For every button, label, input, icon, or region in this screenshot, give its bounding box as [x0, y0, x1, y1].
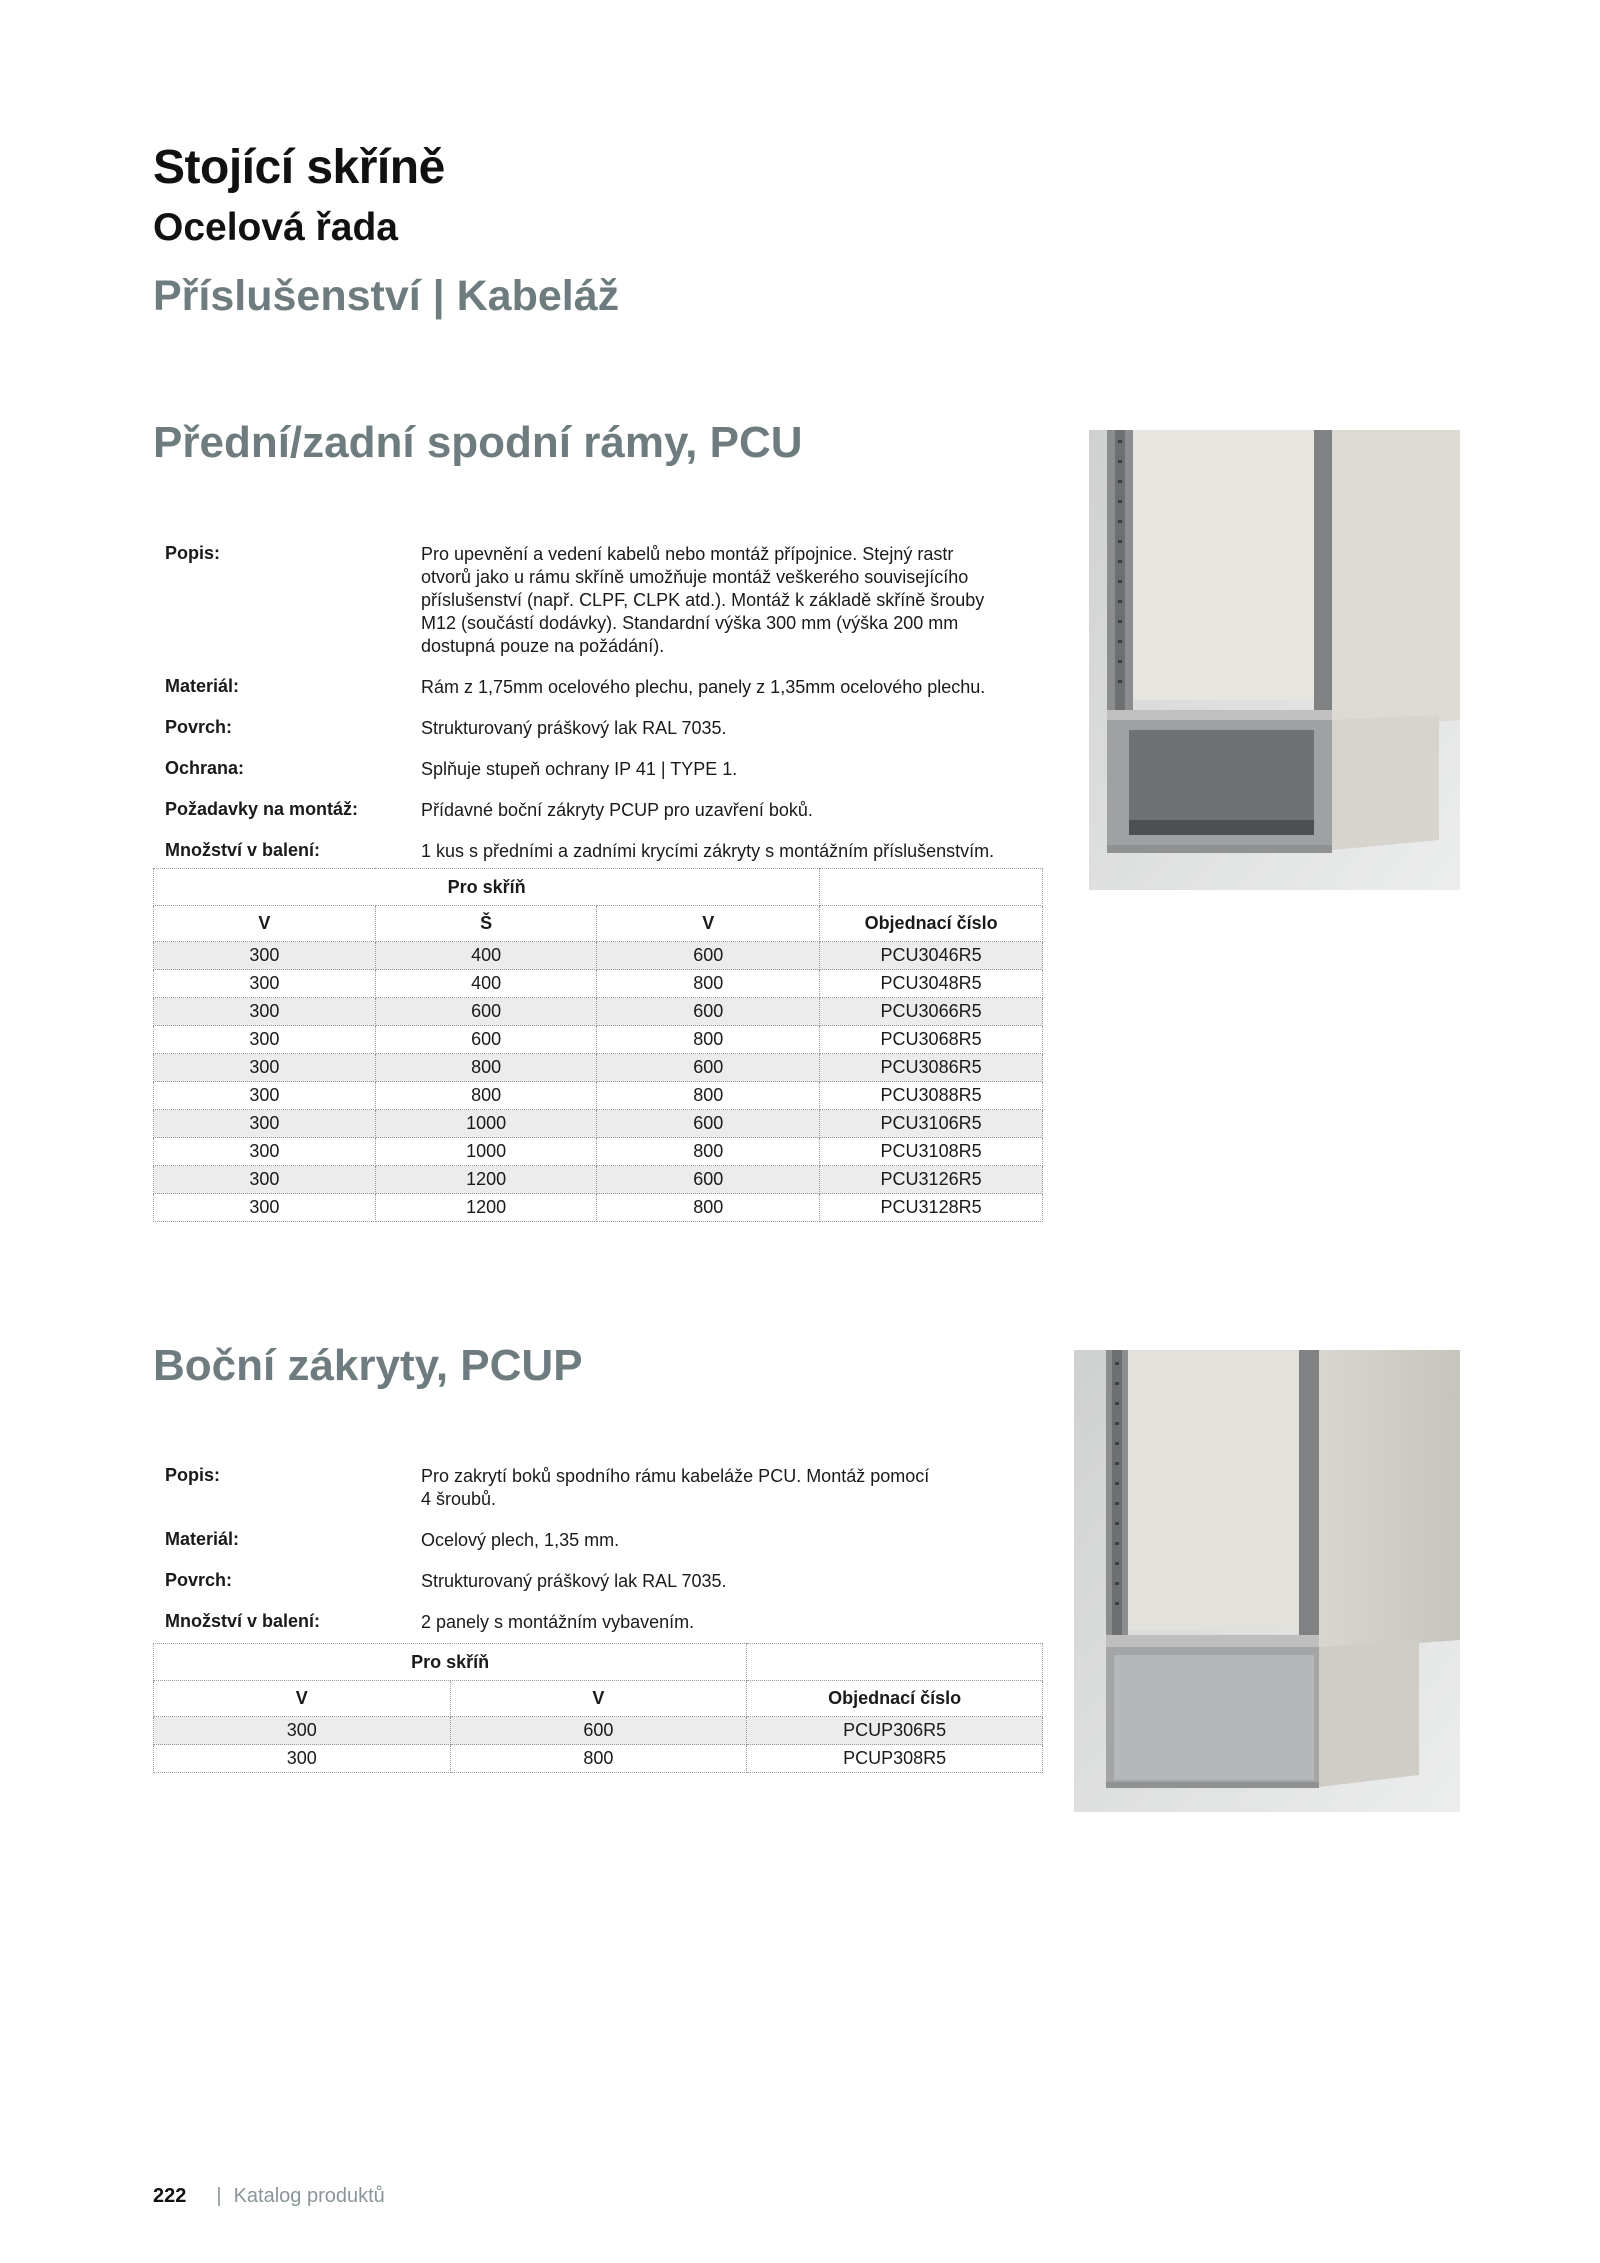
table-cell: 800	[597, 1194, 820, 1222]
property-value-line: Strukturovaný práškový lak RAL 7035.	[421, 718, 727, 738]
table-cell: 800	[450, 1745, 747, 1773]
table-row	[154, 998, 1043, 1026]
property-label: Povrch:	[165, 1570, 233, 1590]
property-row	[153, 799, 1053, 822]
table-cell: 300	[154, 1082, 376, 1110]
table-group-header: Pro skříň	[154, 1644, 747, 1681]
table-cell: 600	[375, 1026, 597, 1054]
property-value	[421, 1570, 1021, 1593]
order-table-pcup	[153, 1643, 1043, 1773]
property-row	[153, 543, 1053, 658]
property-value	[421, 543, 1021, 658]
table-row	[154, 1166, 1043, 1194]
table-cell: 800	[375, 1054, 597, 1082]
table-cell: 1200	[375, 1194, 597, 1222]
table-row	[154, 970, 1043, 998]
property-row	[153, 676, 1053, 699]
property-row	[153, 1465, 1053, 1511]
property-value-line: 1 kus s předními a zadními krycími zákryty s montážním příslušenstvím.	[421, 841, 995, 861]
table-row	[154, 1054, 1043, 1082]
table-cell: 300	[154, 998, 376, 1026]
property-value-line: Pro upevnění a vedení kabelů nebo montáž přípojnice. Stejný rastr	[421, 544, 954, 564]
page-footer	[153, 2185, 385, 2208]
table-cell: 800	[375, 1082, 597, 1110]
table-cell: 1200	[375, 1166, 597, 1194]
product-photo-pcu	[1089, 430, 1460, 890]
property-value-line: Strukturovaný práškový lak RAL 7035.	[421, 1571, 727, 1591]
table-cell: 600	[375, 998, 597, 1026]
property-value-line: 4 šroubů.	[421, 1489, 497, 1509]
table-cell: PCU3046R5	[820, 942, 1043, 970]
table-row	[154, 1194, 1043, 1222]
property-label: Popis:	[165, 543, 221, 563]
property-row	[153, 1570, 1053, 1593]
property-value	[421, 840, 1021, 863]
table-cell: 300	[154, 1138, 376, 1166]
table-empty-header	[820, 869, 1043, 906]
property-value	[421, 799, 1021, 822]
table-row	[154, 1138, 1043, 1166]
col-header: Š	[375, 906, 597, 942]
property-label: Požadavky na montáž:	[165, 799, 359, 819]
page-title: Stojící skříně	[153, 141, 445, 194]
property-row	[153, 1611, 1053, 1634]
property-value-line: M12 (součástí dodávky). Standardní výška 300 mm (výška 200 mm	[421, 613, 959, 633]
table-cell: 400	[375, 970, 597, 998]
table-cell: PCUP308R5	[747, 1745, 1043, 1773]
col-header: V	[597, 906, 820, 942]
cabinet-with-side-covers-image	[1074, 1350, 1460, 1812]
property-row	[153, 758, 1053, 781]
property-value	[421, 676, 1021, 699]
property-label: Množství v balení:	[165, 840, 321, 860]
property-row	[153, 717, 1053, 740]
property-label: Povrch:	[165, 717, 233, 737]
section-title-pcup: Boční zákryty, PCUP	[153, 1341, 583, 1390]
table-cell: 600	[597, 1110, 820, 1138]
order-table-pcu	[153, 868, 1043, 1222]
table-cell: 300	[154, 1745, 451, 1773]
table-row	[154, 1026, 1043, 1054]
property-value	[421, 1611, 1021, 1634]
product-photo-pcup	[1074, 1350, 1460, 1812]
property-value	[421, 1465, 1021, 1511]
table-cell: 600	[450, 1717, 747, 1745]
table-cell: PCU3048R5	[820, 970, 1043, 998]
table-cell: PCUP306R5	[747, 1717, 1043, 1745]
property-label: Množství v balení:	[165, 1611, 321, 1631]
property-label: Materiál:	[165, 1529, 240, 1549]
table-cell: 400	[375, 942, 597, 970]
property-value-line: otvorů jako u rámu skříně umožňuje montáž veškerého souvisejícího	[421, 567, 969, 587]
page-subtitle: Ocelová řada	[153, 206, 398, 249]
property-value-line: příslušenství (např. CLPF, CLPK atd.). Montáž k základě skříně šrouby	[421, 590, 985, 610]
table-cell: 600	[597, 942, 820, 970]
cabinet-with-base-frame-image	[1089, 430, 1460, 890]
col-header: Objednací číslo	[820, 906, 1043, 942]
table-group-header: Pro skříň	[154, 869, 820, 906]
table-row	[154, 1717, 1043, 1745]
property-value-line: Pro zakrytí boků spodního rámu kabeláže PCU. Montáž pomocí	[421, 1466, 930, 1486]
property-label: Materiál:	[165, 676, 240, 696]
property-value-line: 2 panely s montážním vybavením.	[421, 1612, 695, 1632]
category-heading: Příslušenství | Kabeláž	[153, 272, 620, 320]
table-cell: 800	[597, 1138, 820, 1166]
table-cell: 600	[597, 998, 820, 1026]
table-row	[154, 1082, 1043, 1110]
property-value-line: Rám z 1,75mm ocelového plechu, panely z 1,35mm ocelového plechu.	[421, 677, 986, 697]
property-value-line: Přídavné boční zákryty PCUP pro uzavření boků.	[421, 800, 813, 820]
table-cell: 600	[597, 1166, 820, 1194]
section-title-pcu: Přední/zadní spodní rámy, PCU	[153, 418, 803, 467]
table-cell: PCU3066R5	[820, 998, 1043, 1026]
table-row	[154, 942, 1043, 970]
table-cell: PCU3128R5	[820, 1194, 1043, 1222]
property-value-line: dostupná pouze na požádání).	[421, 636, 665, 656]
table-cell: PCU3068R5	[820, 1026, 1043, 1054]
table-cell: 300	[154, 1054, 376, 1082]
property-row	[153, 840, 1053, 863]
property-label: Ochrana:	[165, 758, 245, 778]
table-cell: 300	[154, 970, 376, 998]
table-cell: 300	[154, 1166, 376, 1194]
property-value	[421, 758, 1021, 781]
properties-pcu	[153, 543, 1053, 881]
table-row	[154, 1745, 1043, 1773]
property-row	[153, 1529, 1053, 1552]
page-number: 222	[153, 2185, 187, 2207]
table-cell: 800	[597, 1026, 820, 1054]
table-cell: 1000	[375, 1138, 597, 1166]
table-cell: PCU3108R5	[820, 1138, 1043, 1166]
table-cell: PCU3086R5	[820, 1054, 1043, 1082]
table-cell: PCU3088R5	[820, 1082, 1043, 1110]
table-cell: 1000	[375, 1110, 597, 1138]
table-empty-header	[747, 1644, 1043, 1681]
table-cell: 300	[154, 1110, 376, 1138]
table-cell: 300	[154, 1026, 376, 1054]
property-value	[421, 717, 1021, 740]
col-header: V	[154, 1681, 451, 1717]
table-cell: 800	[597, 970, 820, 998]
property-label: Popis:	[165, 1465, 221, 1485]
property-value	[421, 1529, 1021, 1552]
properties-pcup	[153, 1465, 1053, 1652]
table-cell: 300	[154, 942, 376, 970]
table-cell: 300	[154, 1194, 376, 1222]
table-cell: 600	[597, 1054, 820, 1082]
col-header: V	[154, 906, 376, 942]
property-value-line: Ocelový plech, 1,35 mm.	[421, 1530, 620, 1550]
catalog-label: Katalog produktů	[233, 2185, 385, 2207]
property-value-line: Splňuje stupeň ochrany IP 41 | TYPE 1.	[421, 759, 738, 779]
col-header: V	[450, 1681, 747, 1717]
col-header: Objednací číslo	[747, 1681, 1043, 1717]
table-cell: 300	[154, 1717, 451, 1745]
footer-separator: |	[216, 2185, 222, 2207]
table-cell: PCU3106R5	[820, 1110, 1043, 1138]
table-row	[154, 1110, 1043, 1138]
table-cell: PCU3126R5	[820, 1166, 1043, 1194]
table-cell: 800	[597, 1082, 820, 1110]
